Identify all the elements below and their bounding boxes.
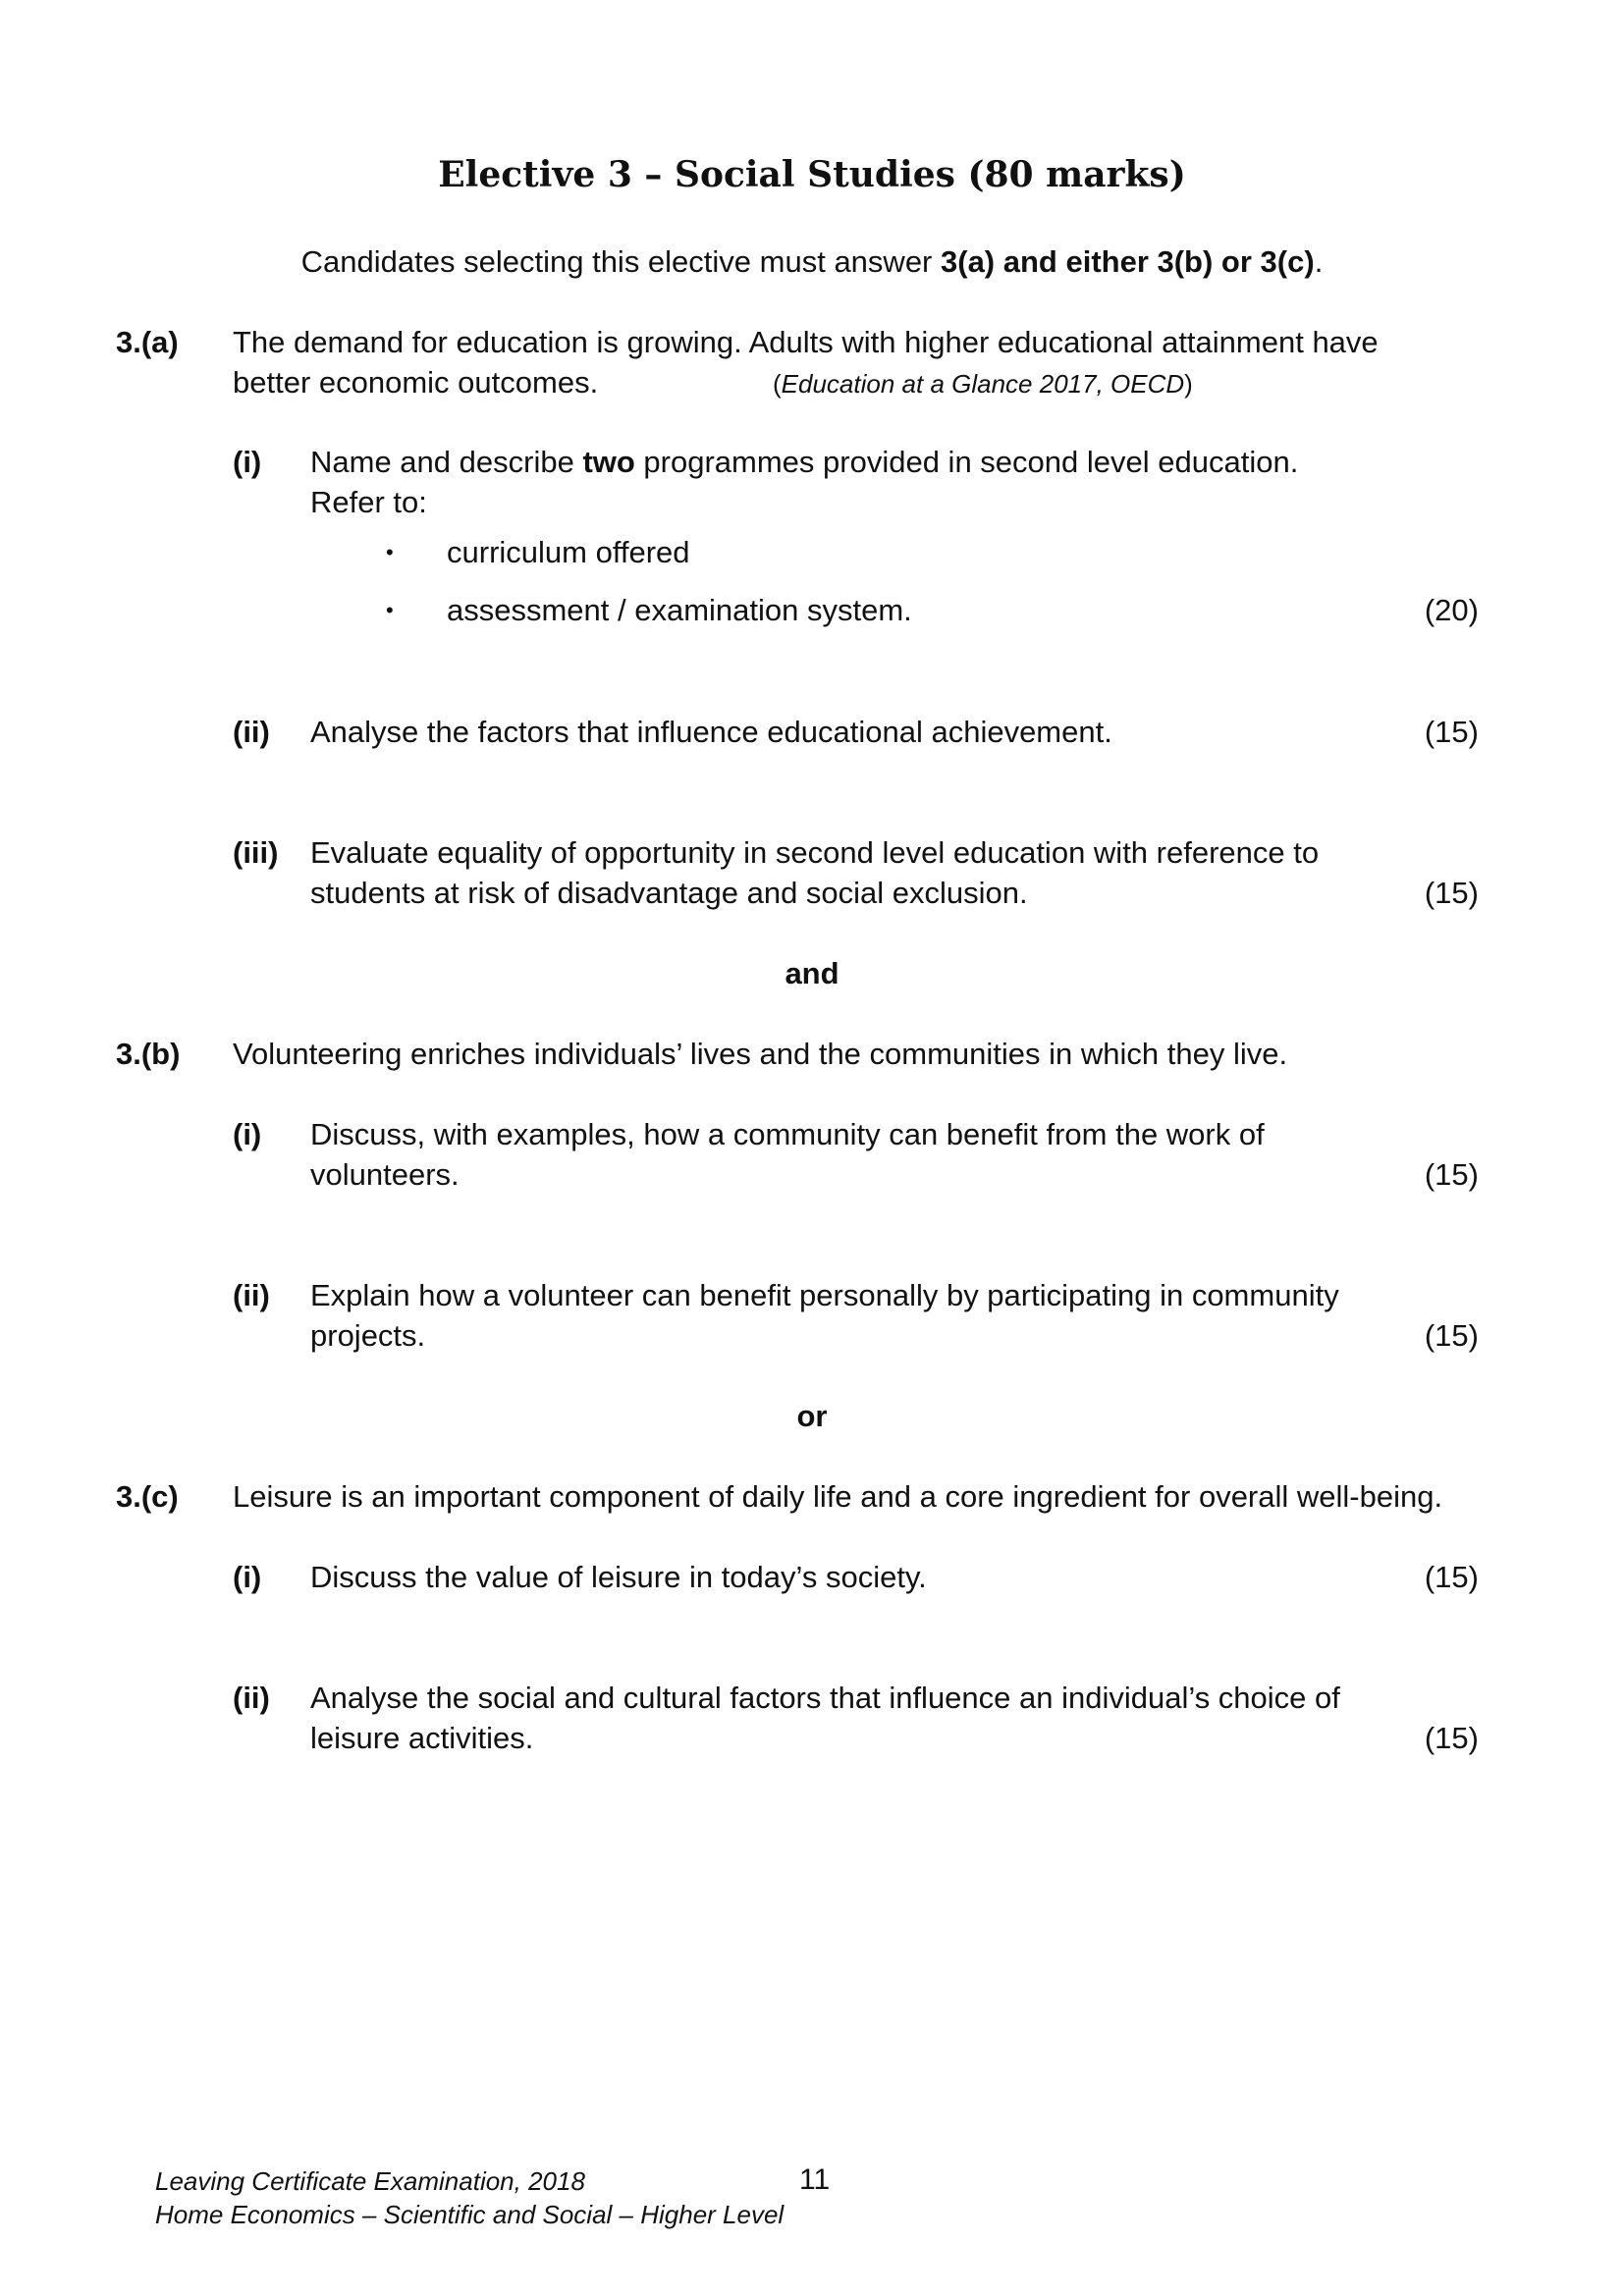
- question-3a-ii-label: (ii): [233, 715, 270, 749]
- question-3a-i-prefix: Name and describe: [310, 445, 583, 479]
- question-3c-ii-line2: leisure activities.: [310, 1721, 534, 1755]
- bullet-icon: •: [386, 540, 394, 564]
- question-3a-i-line1: [310, 442, 1298, 482]
- question-3c-i-line1: Discuss the value of leisure in today’s society.: [310, 1560, 927, 1594]
- marks-3a-ii: (15): [1424, 715, 1479, 749]
- marks-3c-i: (15): [1424, 1560, 1479, 1594]
- bullet-item: assessment / examination system.: [447, 593, 912, 627]
- page-number: 11: [799, 2163, 831, 2196]
- question-3a-iii-label: (iii): [233, 835, 279, 870]
- marks-3c-ii: (15): [1424, 1721, 1479, 1755]
- question-3b-i-line2: volunteers.: [310, 1157, 460, 1192]
- question-3c-number: 3.(c): [116, 1479, 179, 1514]
- question-3c-ii-line1: Analyse the social and cultural factors that influence an individual’s choice of: [310, 1681, 1340, 1715]
- source-open-paren: (: [773, 369, 782, 399]
- question-3a-stem-line1: The demand for education is growing. Adults with higher educational attainment have: [233, 325, 1379, 359]
- footer-subject-line: Home Economics – Scientific and Social – Higher Level: [155, 2200, 785, 2229]
- question-3a-iii-line1: Evaluate equality of opportunity in second level education with reference to: [310, 835, 1320, 870]
- question-3c-stem: Leisure is an important component of daily life and a core ingredient for overall well-being.: [233, 1479, 1443, 1514]
- connector-or: or: [796, 1399, 828, 1433]
- question-3b-i-line1: Discuss, with examples, how a community can benefit from the work of: [310, 1117, 1265, 1151]
- bullet-icon: •: [386, 598, 394, 622]
- marks-3b-ii: (15): [1424, 1318, 1479, 1353]
- footer-exam-line: Leaving Certificate Examination, 2018: [155, 2166, 585, 2196]
- question-3a-ii-line1: Analyse the factors that influence educational achievement.: [310, 715, 1112, 749]
- page-title: Elective 3 – Social Studies (80 marks): [438, 154, 1186, 195]
- question-3a-i-suffix: programmes provided in second level education.: [634, 445, 1299, 479]
- question-3b-ii-label: (ii): [233, 1278, 270, 1312]
- instruction-bold: 3(a) and either 3(b) or 3(c): [941, 244, 1315, 279]
- question-3a-i-label: (i): [233, 445, 262, 479]
- question-3b-ii-line2: projects.: [310, 1318, 426, 1353]
- question-3c-i-label: (i): [233, 1560, 262, 1594]
- question-3c-ii-label: (ii): [233, 1681, 270, 1715]
- instruction-suffix: .: [1314, 244, 1324, 279]
- connector-and: and: [785, 956, 839, 990]
- instruction-line: [0, 241, 1624, 282]
- marks-3a-i: (20): [1424, 593, 1479, 627]
- instruction-prefix: Candidates selecting this elective must answer: [300, 244, 941, 279]
- question-3b-number: 3.(b): [116, 1037, 181, 1071]
- source-close-paren: ): [1184, 369, 1193, 399]
- marks-3a-iii: (15): [1424, 876, 1479, 910]
- question-3b-i-label: (i): [233, 1117, 262, 1151]
- bullet-item: curriculum offered: [447, 535, 690, 569]
- question-3a-i-bold: two: [582, 445, 635, 479]
- question-3a-iii-line2: students at risk of disadvantage and social exclusion.: [310, 876, 1028, 910]
- question-3a-number: 3.(a): [116, 325, 179, 359]
- source-text: Education at a Glance 2017, OECD: [781, 369, 1185, 399]
- marks-3b-i: (15): [1424, 1157, 1479, 1192]
- source-citation: [773, 364, 1193, 404]
- question-3a-stem-line2: better economic outcomes.: [233, 365, 599, 400]
- question-3b-stem: Volunteering enriches individuals’ lives and the communities in which they live.: [233, 1037, 1288, 1071]
- question-3a-i-line2: Refer to:: [310, 485, 427, 519]
- question-3b-ii-line1: Explain how a volunteer can benefit personally by participating in community: [310, 1278, 1339, 1312]
